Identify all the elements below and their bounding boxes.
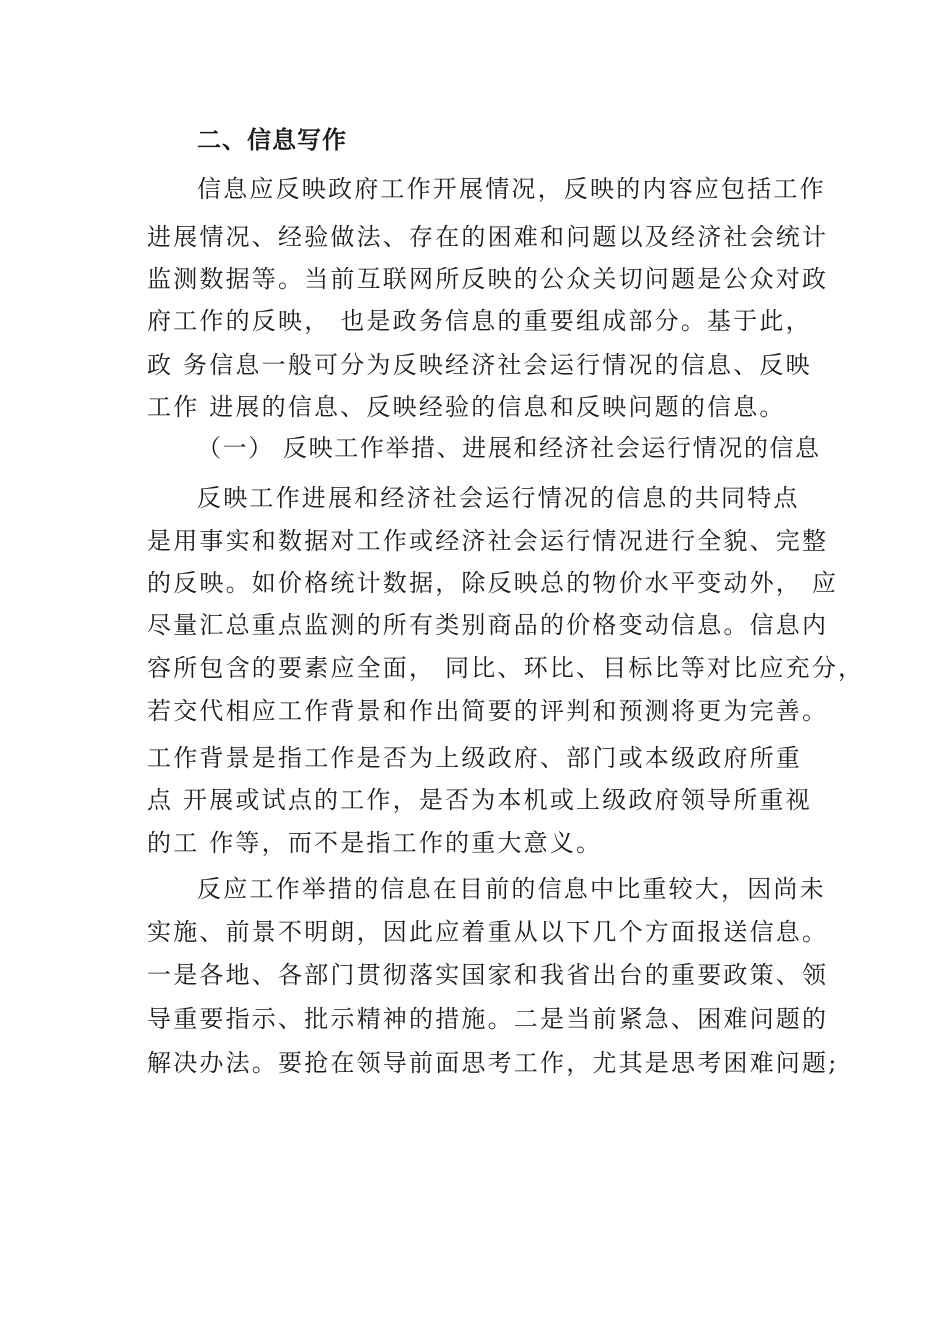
paragraph-line: 容所包含的要素应全面， 同比、环比、目标比等对比应充分， bbox=[147, 654, 865, 682]
paragraph-line: 工作背景是指工作是否为上级政府、部门或本级政府所重 bbox=[147, 744, 802, 772]
paragraph-line: 工作 进展的信息、反映经验的信息和反映问题的信息。 bbox=[147, 393, 786, 421]
paragraph-line: 若交代相应工作背景和作出简要的评判和预测将更为完善。 bbox=[147, 697, 829, 725]
paragraph-line: 的工 作等，而不是指工作的重大意义。 bbox=[147, 829, 603, 857]
paragraph-line: 导重要指示、批示精神的措施。二是当前紧急、困难问题的 bbox=[147, 1005, 829, 1033]
paragraph-line: 进展情况、经验做法、存在的困难和问题以及经济社会统计 bbox=[147, 223, 829, 251]
paragraph-line: 实施、前景不明朗，因此应着重从以下几个方面报送信息。 bbox=[147, 918, 829, 946]
paragraph-line: 尽量汇总重点监测的所有类别商品的价格变动信息。信息内 bbox=[147, 611, 829, 639]
section-heading: 二、信息写作 bbox=[197, 126, 347, 154]
paragraph-line: 监测数据等。当前互联网所反映的公众关切问题是公众对政 bbox=[147, 265, 829, 293]
paragraph-line: 的反映。如价格统计数据，除反映总的物价水平变动外， 应 bbox=[147, 569, 839, 597]
paragraph-line: 政 务信息一般可分为反映经济社会运行情况的信息、反映 bbox=[147, 351, 812, 379]
subsection-heading: （一） 反映工作举措、进展和经济社会运行情况的信息 bbox=[197, 434, 821, 462]
paragraph-line: 反应工作举措的信息在目前的信息中比重较大，因尚未 bbox=[197, 875, 826, 903]
paragraph-line: 信息应反映政府工作开展情况，反映的内容应包括工作 bbox=[197, 175, 826, 203]
paragraph-line: 点 开展或试点的工作，是否为本机或上级政府领导所重视 bbox=[147, 786, 812, 814]
paragraph-line: 一是各地、各部门贯彻落实国家和我省出台的重要政策、领 bbox=[147, 961, 829, 989]
paragraph-line: 府工作的反映， 也是政务信息的重要组成部分。基于此， bbox=[147, 307, 812, 335]
paragraph-line: 反映工作进展和经济社会运行情况的信息的共同特点 bbox=[197, 484, 800, 512]
paragraph-line: 解决办法。要抢在领导前面思考工作，尤其是思考困难问题; bbox=[147, 1049, 839, 1077]
paragraph-line: 是用事实和数据对工作或经济社会运行情况进行全貌、完整 bbox=[147, 527, 829, 555]
